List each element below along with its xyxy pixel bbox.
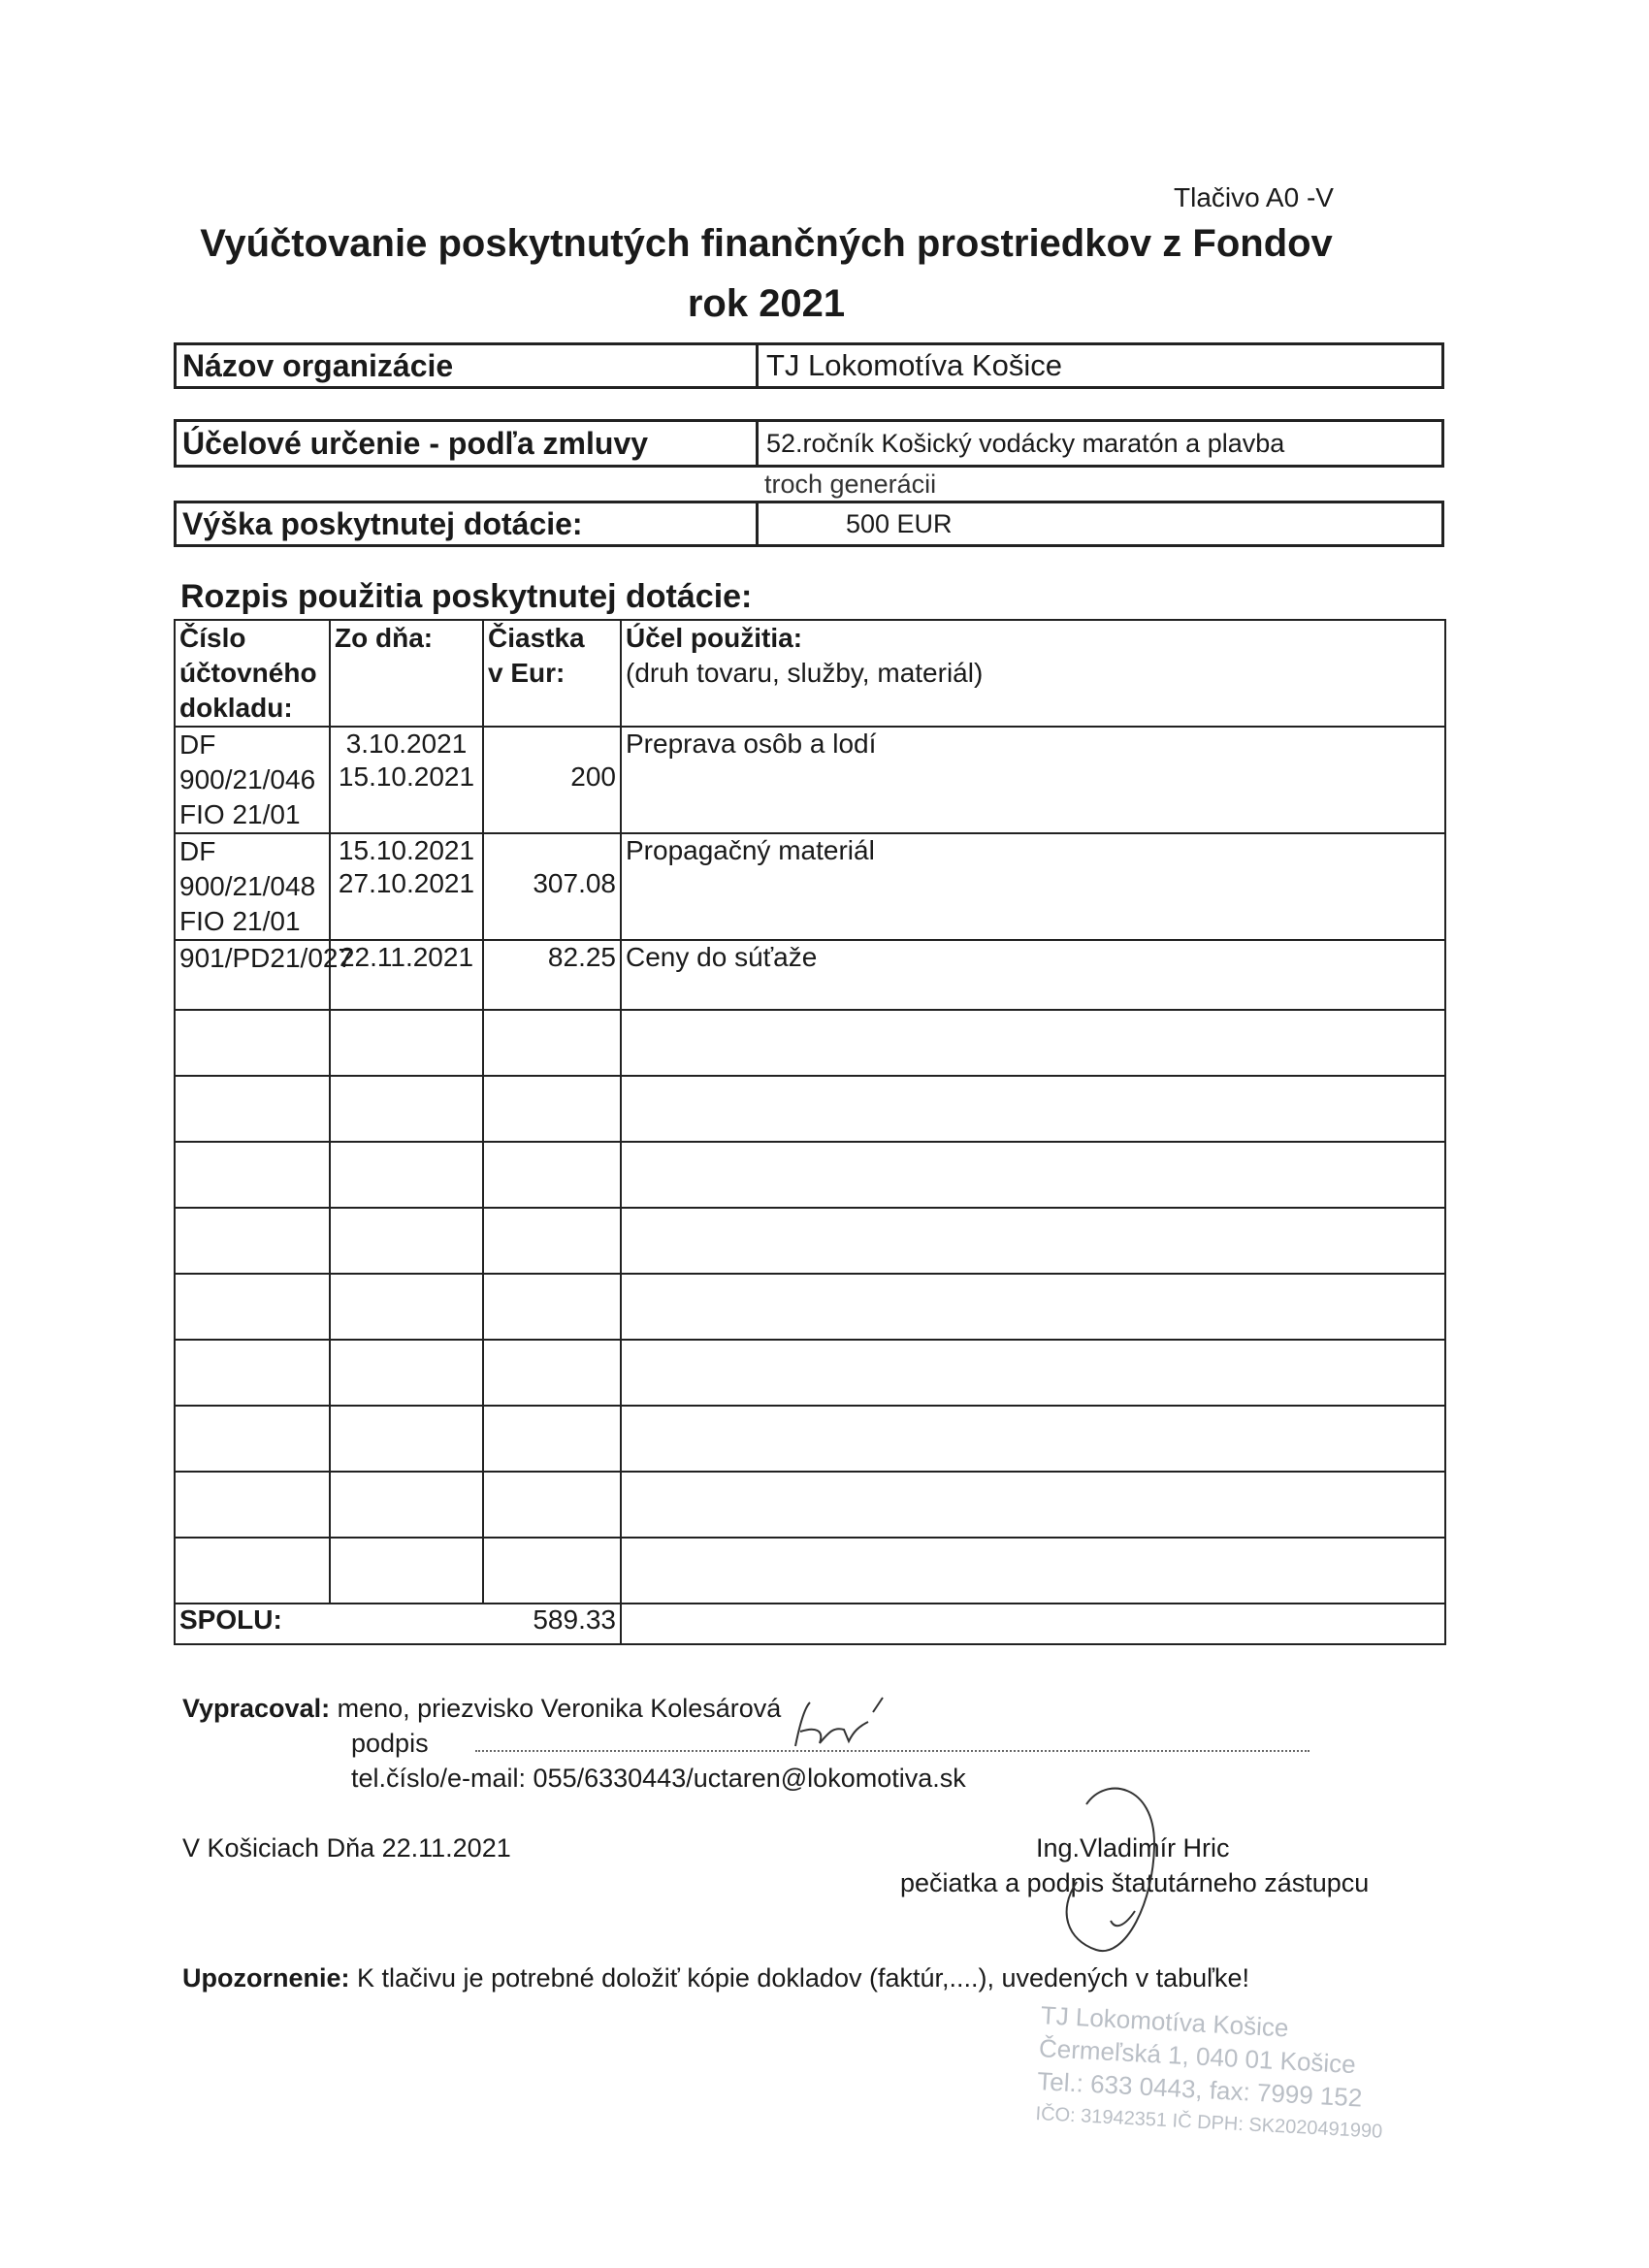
organization-stamp: TJ Lokomotíva Košice Čermeľská 1, 040 01 Košice Tel.: 633 0443, fax: 7999 152 IČO: 31942351 IČ DPH: SK2020491990 [1035, 2000, 1383, 2143]
amount-label: Výška poskytnutej dotácie: [174, 501, 756, 547]
header-purpose: Účel použitia: (druh tovaru, služby, materiál) [621, 620, 1445, 727]
statutory-note: pečiatka a podpis štatutárneho zástupcu [900, 1868, 1370, 1897]
empty-row [175, 1340, 1445, 1406]
empty-row [175, 1538, 1445, 1604]
prepared-block [182, 1694, 781, 1724]
empty-row [175, 1142, 1445, 1208]
purpose-value-2: troch generácii [764, 470, 937, 499]
statutory-signature [1038, 1766, 1183, 1989]
place-date: V Košiciach Dňa 22.11.2021 [182, 1833, 511, 1863]
title-line-1: Vyúčtovanie poskytnutých finančných prostriedkov z Fondov [200, 222, 1333, 265]
handwritten-signature [776, 1693, 912, 1761]
prepared-label: Vypracoval: [182, 1694, 331, 1723]
table-row: DF 900/21/046 FIO 21/01 3.10.2021 15.10.2021 200 Preprava osôb a lodí [175, 727, 1445, 833]
empty-row [175, 1472, 1445, 1538]
empty-row [175, 1010, 1445, 1076]
table-row: DF 900/21/048 FIO 21/01 15.10.2021 27.10.2021 307.08 Propagačný materiál [175, 833, 1445, 940]
empty-row [175, 1274, 1445, 1340]
prepared-contact: tel.číslo/e-mail: 055/6330443/uctaren@lokomotiva.sk [351, 1764, 966, 1793]
page-title [0, 213, 1474, 334]
empty-row [175, 1076, 1445, 1142]
amount-value: 500 EUR [756, 501, 1444, 547]
total-value: 589.33 [483, 1604, 621, 1644]
breakdown-table [174, 619, 1446, 1645]
header-amount: Čiastka v Eur: [483, 620, 621, 727]
org-value: TJ Lokomotíva Košice [756, 342, 1444, 389]
purpose-label: Účelové určenie - podľa zmluvy [174, 419, 756, 468]
breakdown-title: Rozpis použitia poskytnutej dotácie: [180, 578, 753, 615]
table-row: 901/PD21/027 22.11.2021 82.25 Ceny do súťaže [175, 940, 1445, 1010]
total-label: SPOLU: [175, 1604, 483, 1644]
notice-text: K tlačivu je potrebné doložiť kópie dokladov (faktúr,....), uvedených v tabuľke! [357, 1963, 1250, 1993]
empty-row [175, 1406, 1445, 1472]
form-id: Tlačivo A0 -V [1174, 182, 1334, 212]
org-label: Názov organizácie [174, 342, 756, 389]
purpose-value-1: 52.ročník Košický vodácky maratón a plavba [756, 419, 1444, 468]
statutory-name: Ing.Vladimír Hric [1036, 1833, 1230, 1863]
notice-label: Upozornenie: [182, 1963, 350, 1993]
header-date: Zo dňa: [330, 620, 483, 727]
total-row [175, 1604, 1445, 1644]
signature-label: podpis [351, 1729, 429, 1758]
title-line-2: rok 2021 [687, 282, 846, 325]
prepared-name: meno, priezvisko Veronika Kolesárová [337, 1694, 782, 1723]
empty-row [175, 1208, 1445, 1274]
table-header-row [175, 620, 1445, 727]
header-doc: Číslo účtovného dokladu: [175, 620, 330, 727]
notice [182, 1963, 1249, 1993]
